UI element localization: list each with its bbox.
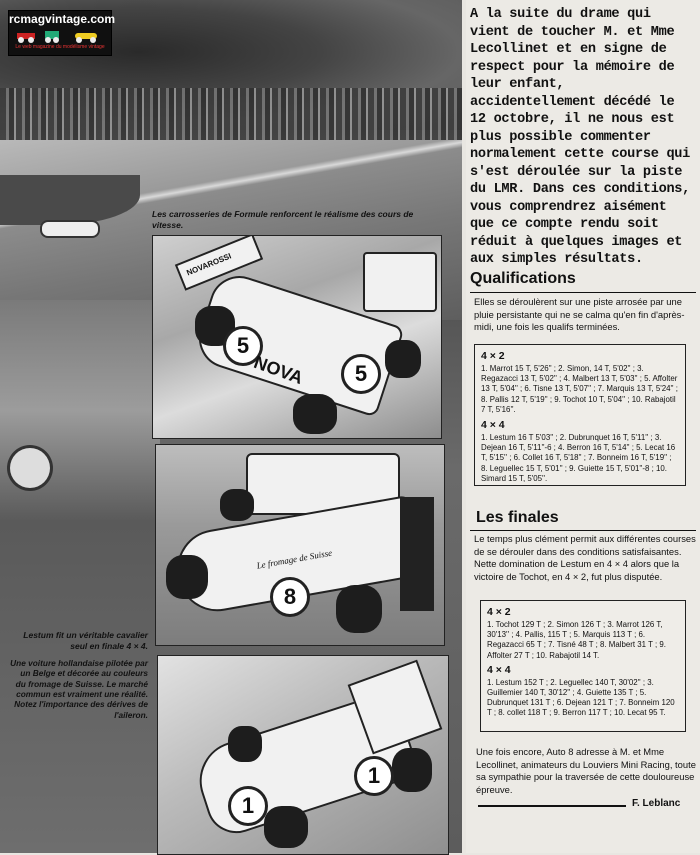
car-number: 5 — [223, 326, 263, 366]
wheel — [220, 489, 254, 521]
author-signature: F. Leblanc — [632, 798, 681, 809]
rear-wing — [400, 497, 434, 611]
cheese-decoration: Le fromage de Suisse — [255, 547, 333, 571]
wheel — [392, 748, 432, 792]
heading-rule — [470, 530, 696, 531]
photo-formula-car-8 — [155, 444, 445, 646]
category-4x2: 4 × 2 — [481, 350, 505, 362]
car-icons — [15, 27, 105, 43]
radio-transmitter — [363, 252, 437, 312]
brand-label: NOVA — [251, 351, 306, 389]
results-4x2: 1. Tochot 129 T ; 2. Simon 126 T ; 3. Marrot 126 T, 30'13'' ; 4. Pallis, 115 T ; 5. Marquis 113 T ; 6. Regazacci 65 T ; 7. Tisné 48 T ; 8. Malbert 31 T ; 9. Affolter 27 T ; 10. Rabajotil 14 T. — [487, 620, 666, 660]
wheel — [228, 726, 262, 762]
signature-line — [478, 805, 626, 807]
photo-formula-car-5 — [152, 235, 442, 439]
car-number: 1 — [354, 756, 394, 796]
wheel — [166, 555, 208, 599]
qualifications-text: Elles se déroulèrent sur une piste arrosée par une pluie persistante qui ne se calma qu'en fin d'après-midi, une fois les qualifs terminées. — [474, 296, 685, 332]
qualifications-heading: Qualifications — [470, 270, 576, 287]
distant-race-car — [42, 222, 98, 236]
caption-hollandaise: Une voiture hollandaise pilotée par un Belge et décorée au couleurs du fromage de Suisse. Le marché commun est vraiment une réalité. Notez l'importance des dérives de l'aileron. — [10, 658, 148, 720]
logo-title: rcmagvintage.com — [9, 12, 116, 26]
results-4x4: 1. Lestum 16 T 5'03'' ; 2. Dubrunquet 16 T, 5'11'' ; 3. Dejean 16 T, 5'11''-6 ; 4. Berron 16 T, 5'14'' ; 5. Lecat 16 T, 5'15'' ; 6. Collet 16 T, 5'18'' ; 7. Bonneim 16 T, 5'19'' ; 8. Leguellec 15 T, 5'01'' ; 9. Guiette 15 T, 5'01''-8 ; 10. Simard 15 T, 5'05''. — [481, 433, 676, 483]
results-4x4: 1. Lestum 152 T ; 2. Leguellec 140 T, 30'02'' ; 3. Guillemier 140 T, 30'12'' ; 4. Guiette 135 T ; 5. Dubrunquet 131 T ; 6. Dejean 121 T ; 7. Bonneim 120 T ; 8. collet 118 T ; 9. Berron 117 T ; 10. Lecat 95 T. — [487, 677, 675, 718]
spectators-crowd — [0, 88, 462, 140]
finales-text: Le temps plus clément permit aux différentes courses de se dérouler dans des conditions satisfaisantes. Nette domination de Lestum en 4 × 4 alors que la victoire de Tochot, en 4 × 2, fut plus disputée. — [474, 533, 696, 582]
car-number: 5 — [341, 354, 381, 394]
results-4x2: 1. Marrot 15 T, 5'26'' ; 2. Simon, 14 T, 5'02'' ; 3. Regazacci 13 T, 5'02'' ; 4. Malbert 13 T, 5'03'' ; 5. Affolter 13 T, 5'04'' ; 6. Tisne 13 T, 5'07'' ; 7. Marquis 13 T, 5'24'' ; 8. Pallis 12 T, 5'19'' ; 9. Tochot 10 T, 5'04'' ; 10. Rabajotil 7 T, 5'16''. — [481, 364, 678, 414]
wheel — [385, 340, 421, 378]
category-4x2: 4 × 2 — [487, 606, 511, 618]
site-logo[interactable] — [8, 10, 116, 56]
caption-formule: Les carrosseries de Formule renforcent le réalisme des cours de vitesse. — [152, 209, 414, 230]
car-number: 8 — [270, 577, 310, 617]
car-number: 1 — [228, 786, 268, 826]
closing-paragraph: Une fois encore, Auto 8 adresse à M. et Mme Lecollinet, animateurs du Louviers Mini Racing, toute sa sympathie pour la traversée de cette douloureuse épreuve. — [476, 746, 696, 795]
wing-label: NOVAROSSI — [185, 251, 233, 278]
logo-tagline: Le web magazine du modélisme vintage — [15, 44, 105, 50]
wheel — [264, 806, 308, 848]
finales-heading: Les finales — [476, 509, 559, 526]
track-lower-area — [0, 300, 160, 853]
finales-results-box — [480, 600, 686, 732]
category-4x4: 4 × 4 — [481, 419, 505, 432]
wheel — [293, 394, 337, 434]
partial-race-car — [10, 448, 50, 488]
wheel — [336, 585, 382, 633]
photo-formula-car-1 — [157, 655, 449, 855]
qualifications-results-box — [474, 344, 686, 486]
article-intro: A la suite du drame qui vient de toucher M. et Mme Lecollinet et en signe de respect pour la mémoire de leur enfant, accidentellement décédé le 12 octobre, il ne nous est plus possible commenter normalement cette course qui s'est déroulée sur la piste du LMR. Dans ces conditions, vous comprendrez aisément que ce compte rendu soit réduit à quelques images et aux simples résultats. — [470, 7, 691, 267]
category-4x4: 4 × 4 — [487, 663, 511, 676]
heading-rule — [470, 292, 696, 293]
caption-lestum: Lestum fit un véritable cavalier seul en finale 4 × 4. — [23, 630, 148, 651]
